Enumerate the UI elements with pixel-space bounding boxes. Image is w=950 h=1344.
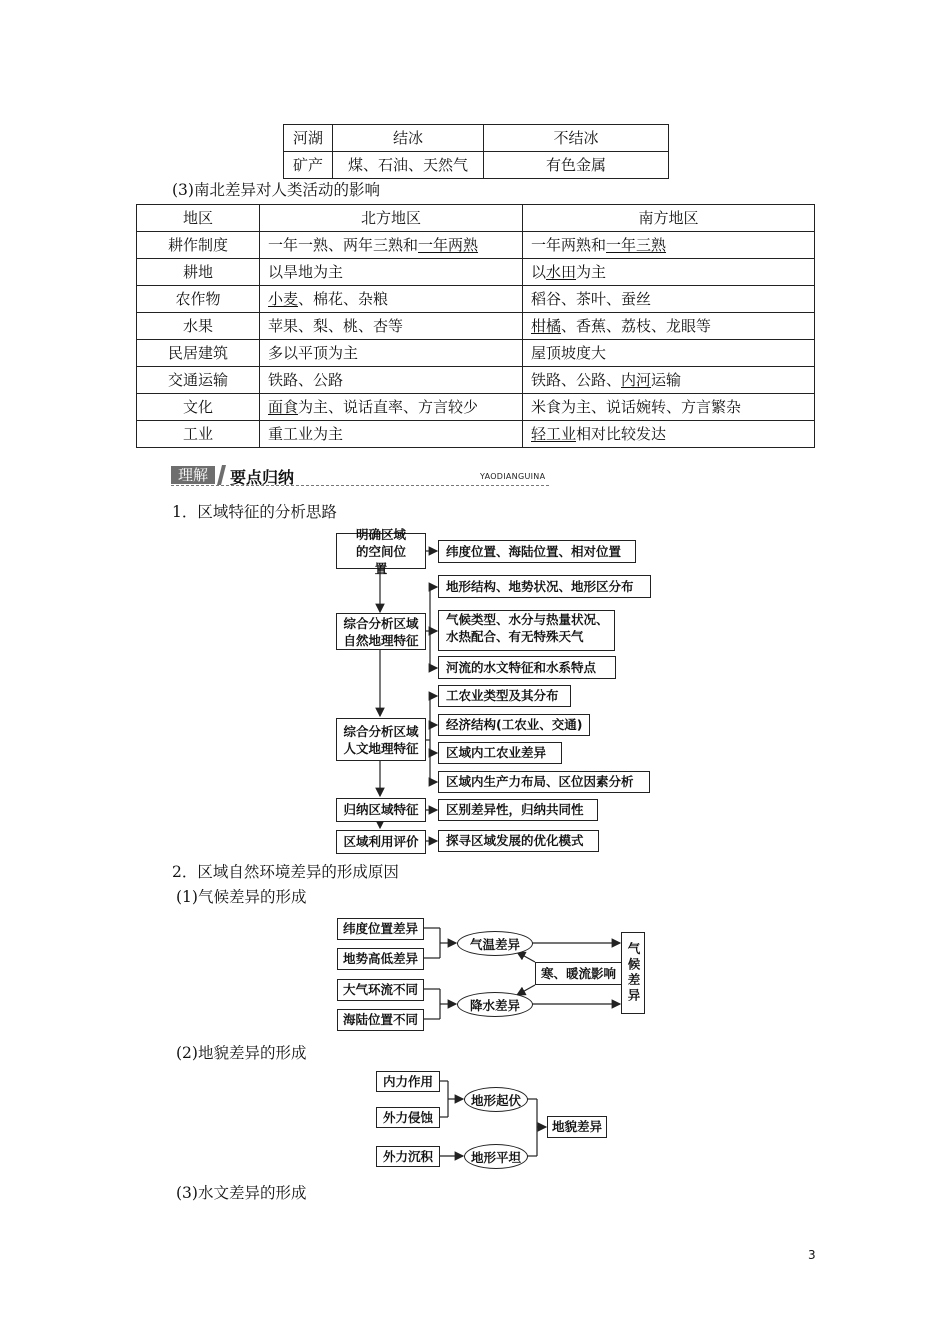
- landform-factor-box: 外力沉积: [376, 1146, 440, 1167]
- climate-factor-box: 海陆位置不同: [337, 1009, 424, 1031]
- cell-south: 不结冰: [484, 125, 669, 152]
- underlined-term: 水田: [546, 263, 577, 281]
- climate-factor-box: 地势高低差异: [337, 948, 424, 970]
- detail-label: 气候类型、水分与热量状况、水热配合、有无特殊天气: [446, 612, 609, 644]
- landform-factor-box: 内力作用: [376, 1071, 440, 1092]
- precipitation-difference-oval: 降水差异: [457, 992, 533, 1017]
- step-label: 综合分析区域自然地理特征: [343, 615, 419, 648]
- row-label: 交通运输: [137, 367, 260, 394]
- item1-heading: 1．区域特征的分析思路: [172, 503, 337, 521]
- cell-text: 运输: [651, 371, 682, 389]
- cell-north: 煤、石油、天然气: [333, 152, 484, 179]
- underlined-term: 一年三熟: [606, 236, 667, 254]
- detail-box: 河流的水文特征和水系特点: [438, 656, 616, 679]
- landform-difference-box: 地貌差异: [547, 1116, 607, 1138]
- row-label: 矿产: [284, 152, 333, 179]
- hydro-heading: (3)水文差异的形成: [176, 1184, 307, 1202]
- banner-tag: 理解: [171, 466, 215, 484]
- detail-box: 区域内生产力布局、区位因素分析: [438, 771, 650, 793]
- cell-text: 米食为主、说话婉转、方言繁杂: [531, 398, 742, 416]
- cell-text: 多以平顶为主: [268, 344, 359, 362]
- section-heading: (3)南北差异对人类活动的影响: [172, 181, 380, 199]
- column-header: 北方地区: [260, 205, 523, 232]
- cell-text: 为主、说话直率、方言较少: [298, 398, 479, 416]
- landform-heading: (2)地貌差异的形成: [176, 1044, 307, 1062]
- step-evaluate: 区域利用评价: [336, 830, 426, 854]
- underlined-term: 一年两熟: [418, 236, 479, 254]
- row-label: 农作物: [137, 286, 260, 313]
- cell-north: 结冰: [333, 125, 484, 152]
- cell-text: 为主: [576, 263, 607, 281]
- cell-south: 有色金属: [484, 152, 669, 179]
- cell-text: 一年两熟和: [531, 236, 607, 254]
- row-label: 河湖: [284, 125, 333, 152]
- ocean-current-box: 寒、暖流影响: [535, 962, 622, 985]
- cell-text: 铁路、公路、: [531, 371, 622, 389]
- row-label: 耕作制度: [137, 232, 260, 259]
- page-number: 3: [808, 1248, 816, 1262]
- underlined-term: 柑橘: [531, 317, 562, 335]
- cell-text: 以: [531, 263, 547, 281]
- climate-factor-box: 大气环流不同: [337, 979, 424, 1001]
- temperature-difference-oval: 气温差异: [457, 931, 533, 956]
- row-label: 水果: [137, 313, 260, 340]
- cell-text: 铁路、公路: [268, 371, 344, 389]
- step-summarize: 归纳区域特征: [336, 798, 426, 822]
- underlined-term: 小麦: [268, 290, 299, 308]
- detail-box: 纬度位置、海陆位置、相对位置: [438, 540, 636, 563]
- flat-terrain-oval: 地形平坦: [464, 1144, 528, 1169]
- column-header: 南方地区: [523, 205, 815, 232]
- banner-subtitle: YAODIANGUINA: [480, 472, 546, 481]
- row-label: 耕地: [137, 259, 260, 286]
- step-label: 综合分析区域人文地理特征: [343, 723, 419, 756]
- climate-heading: (1)气候差异的形成: [176, 888, 307, 906]
- step-label: 明确区域的空间位置: [355, 526, 406, 576]
- cell-text: 屋顶坡度大: [531, 344, 607, 362]
- underlined-term: 面食: [268, 398, 299, 416]
- cell-text: 、棉花、杂粮: [298, 290, 389, 308]
- relief-oval: 地形起伏: [464, 1087, 528, 1112]
- row-label: 文化: [137, 394, 260, 421]
- climate-difference-box: 气候差异: [621, 932, 645, 1014]
- row-label: 工业: [137, 421, 260, 448]
- cell-text: 以旱地为主: [268, 263, 344, 281]
- item2-heading: 2．区域自然环境差异的形成原因: [172, 863, 399, 881]
- underlined-term: 内河: [621, 371, 652, 389]
- column-header: 地区: [137, 205, 260, 232]
- detail-box: 地形结构、地势状况、地形区分布: [438, 575, 651, 598]
- cell-text: 相对比较发达: [576, 425, 667, 443]
- banner-title: 要点归纳: [230, 468, 295, 487]
- climate-factor-box: 纬度位置差异: [337, 918, 424, 940]
- detail-box: 区域内工农业差异: [438, 742, 562, 764]
- detail-box: 工农业类型及其分布: [438, 685, 571, 707]
- cell-text: 稻谷、茶叶、蚕丝: [531, 290, 652, 308]
- detail-box: 区别差异性，归纳共同性: [438, 799, 598, 821]
- underlined-term: 轻工业: [531, 425, 577, 443]
- row-label: 民居建筑: [137, 340, 260, 367]
- detail-box: 经济结构(工农业、交通): [438, 714, 590, 736]
- cell-text: 苹果、梨、桃、杏等: [268, 317, 404, 335]
- cell-text: 、香蕉、荔枝、龙眼等: [561, 317, 712, 335]
- cell-text: 一年一熟、两年三熟和: [268, 236, 419, 254]
- detail-box: 探寻区域发展的优化模式: [438, 830, 599, 852]
- cell-text: 重工业为主: [268, 425, 344, 443]
- landform-factor-box: 外力侵蚀: [376, 1107, 440, 1128]
